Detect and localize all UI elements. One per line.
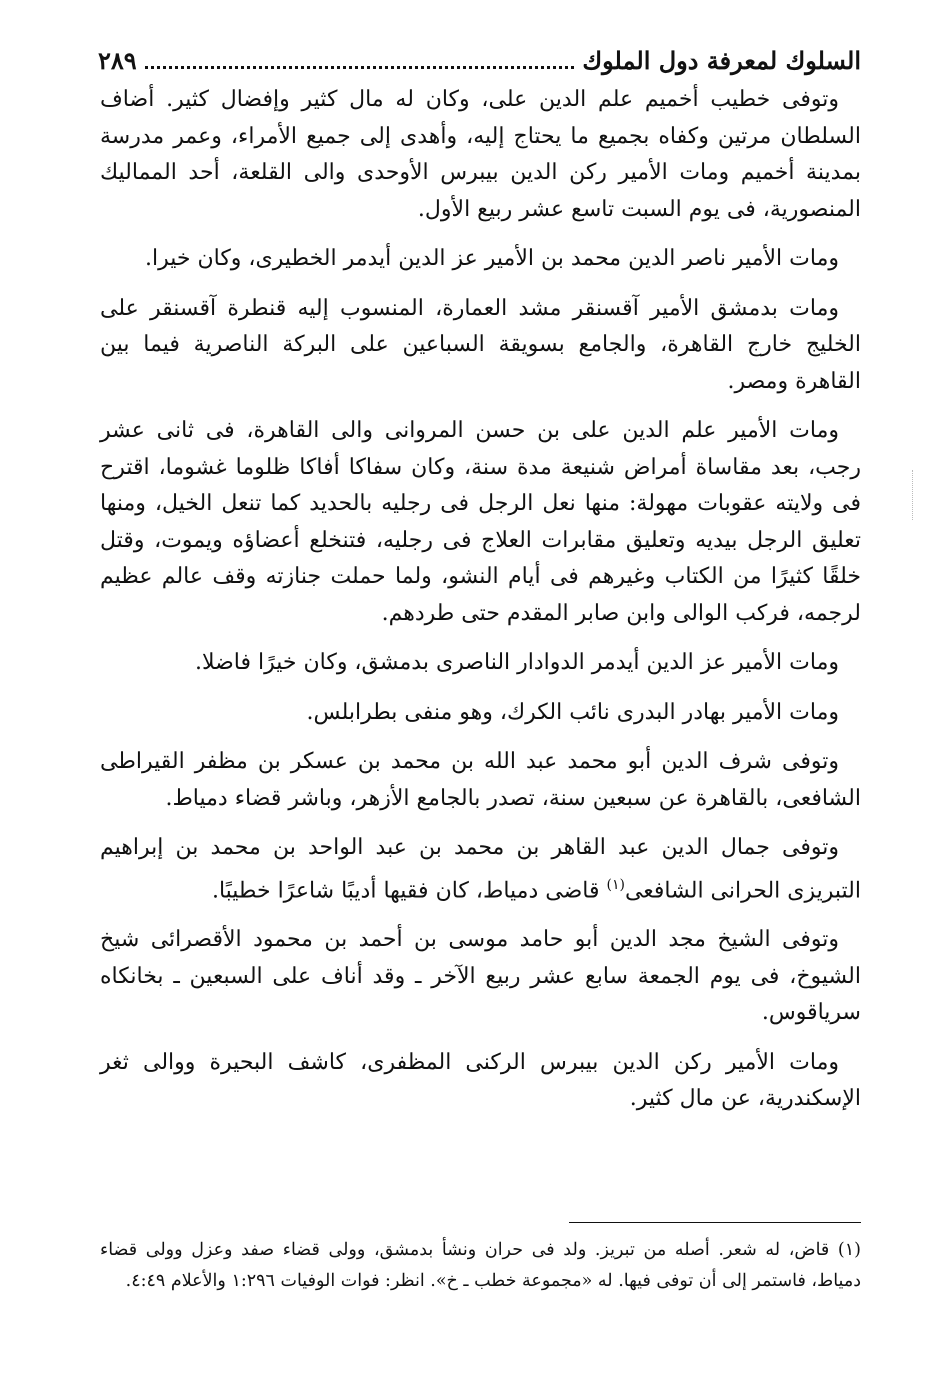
running-header <box>98 40 861 80</box>
page-number: ٢٨٩ <box>98 45 137 75</box>
paragraph: ومات الأمير ركن الدين بيبرس الركنى المظفرى، كاشف البحيرة ووالى ثغر الإسكندرية، عن مال كثير. <box>100 1049 861 1112</box>
paragraph-with-note <box>100 830 861 909</box>
paragraph: وتوفى خطيب أخميم علم الدين على، وكان له مال كثير وإفضال كثير. أضاف السلطان مرتين وكفاه بجميع ما يحتاج إليه، وأهدى إلى جميع الأمراء، وعمر مدرسة بمدينة أخميم ومات الأمير ركن الدين بيبرس الأوحدى والى القلعة، أحد المماليك المنصورية، فى يوم السبت تاسع عشر ربيع الأول. <box>100 87 862 222</box>
paragraph: ومات بدمشق الأمير آقسنقر مشد العمارة، المنسوب إليه قنطرة آقسنقر على الخليج خارج القاهرة، والجامع بسويقة السباعين على البركة الناصرية فيما بين القاهرة ومصر. <box>100 295 861 394</box>
paragraph: ومات الأمير عز الدين أيدمر الدوادار الناصرى بدمشق، وكان خيرًا فاضلا. <box>194 650 839 675</box>
paragraph: ومات الأمير ناصر الدين محمد بن الأمير عز الدين أيدمر الخطيرى، وكان خيرا. <box>145 246 839 271</box>
footnote-separator <box>569 1222 861 1223</box>
footnote: (١) قاض، له شعر. أصله من تبريز. ولد فى حران ونشأ بدمشق، وولى قضاء صفد وعزل وولى قضاء دمياط، فاستمر إلى أن توفى فيها. له «مجموعة خطب ـ خ». انظر: فوات الوفيات ١:٢٩٦ والأعلام ٤:٤٩. <box>100 1240 861 1291</box>
paragraph-text: قاضى دمياط، كان فقيها أديبًا شاعرًا خطيبًا. <box>211 877 607 903</box>
book-title: السلوك لمعرفة دول الملوك <box>582 45 861 75</box>
header-dot-leader <box>145 52 575 69</box>
paragraph: ومات الأمير علم الدين على بن حسن المروانى والى القاهرة، فى ثانى عشر رجب، بعد مقاساة أمراض شنيعة مدة سنة، وكان سفاكا أفاكا ظلوما غشوما، اقترح فى ولايته عقوبات مهولة: منها نعل الرجل فى رجليه بالحديد كما تنعل الخيل، ومنها تعليق الرجل بيديه وتعليق مقابرات العلاج فى رجليه، فتنخلع أعضاؤه ويموت، وقتل خلقًا كثيرًا من الكتاب وغيرهم فى أيام النشو، ولما حملت جنازته وقف عالم عظيم لرجمه، فركب الوالى وابن صابر المقدم حتى طردهم. <box>100 418 861 626</box>
paragraph: ومات الأمير بهادر البدرى نائب الكرك، وهو منفى بطرابلس. <box>306 699 839 725</box>
paragraph: وتوفى شرف الدين أبو محمد عبد الله بن محمد بن عسكر بن مظفر القيراطى الشافعى، بالقاهرة عن سبعين سنة، تصدر بالجامع الأزهر، وباشر قضاء دمياط. <box>100 749 861 811</box>
scan-margin-mark <box>912 470 915 520</box>
main-text <box>100 82 861 1131</box>
footnote-marker[interactable]: (١) <box>606 876 625 893</box>
paragraph-text: وتوفى جمال الدين عبد القاهر بن محمد بن عبد الواحد بن محمد بن إبراهيم التبريزى الحرانى الشافعى <box>100 835 861 903</box>
paragraph: وتوفى الشيخ مجد الدين أبو حامد موسى بن أحمد بن محمود الأقصرائى شيخ الشيوخ، فى يوم الجمعة سابع عشر ربيع الآخر ـ وقد أناف على السبعين ـ بخانكاه سرياقوس. <box>100 927 861 1026</box>
